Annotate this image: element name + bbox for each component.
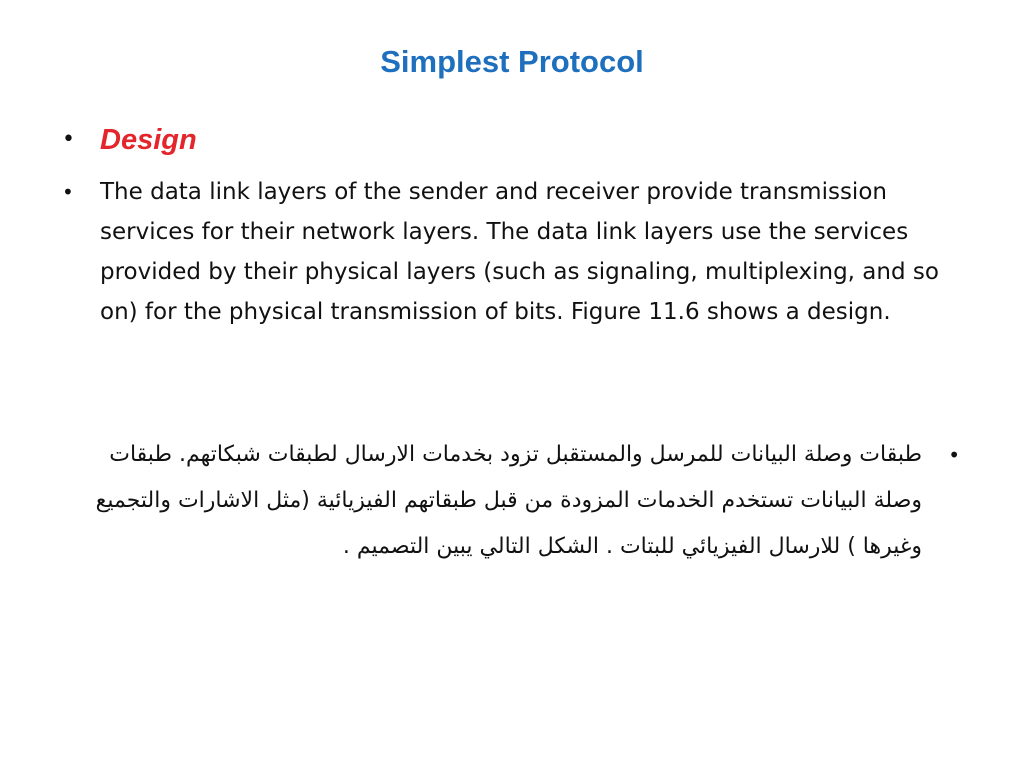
slide-title: Simplest Protocol: [380, 44, 644, 79]
bullet-dot-icon: •: [948, 443, 960, 467]
bullet-dot-icon: •: [62, 127, 75, 152]
bullet-heading-design: Design: [100, 124, 197, 156]
arabic-description-text: طبقات وصلة البيانات للمرسل والمستقبل تزود بخدمات الارسال لطبقات شبكاتهم. طبقات وصلة البيانات تستخدم الخدمات المزودة من قبل طبقاتهم الفيزيائية (مثل الاشارات والتجميع وغيرها ) للارسال الفيزيائي للبتات . الشكل التالي يبين التصميم .: [95, 442, 922, 559]
bullet-item-design: [62, 118, 962, 166]
arabic-bullet-list: [60, 432, 960, 570]
bullet-item-arabic: [60, 432, 960, 570]
bullet-description-text: The data link layers of the sender and receiver provide transmission services for their network layers. The data link layers use the services provided by their physical layers (such as signaling, multiplexing, and so on) for the physical transmission of bits. Figure 11.6 shows a design.: [100, 179, 939, 325]
english-bullet-list: [62, 118, 962, 332]
bullet-dot-icon: •: [62, 180, 74, 204]
bullet-item-description: [62, 172, 962, 332]
